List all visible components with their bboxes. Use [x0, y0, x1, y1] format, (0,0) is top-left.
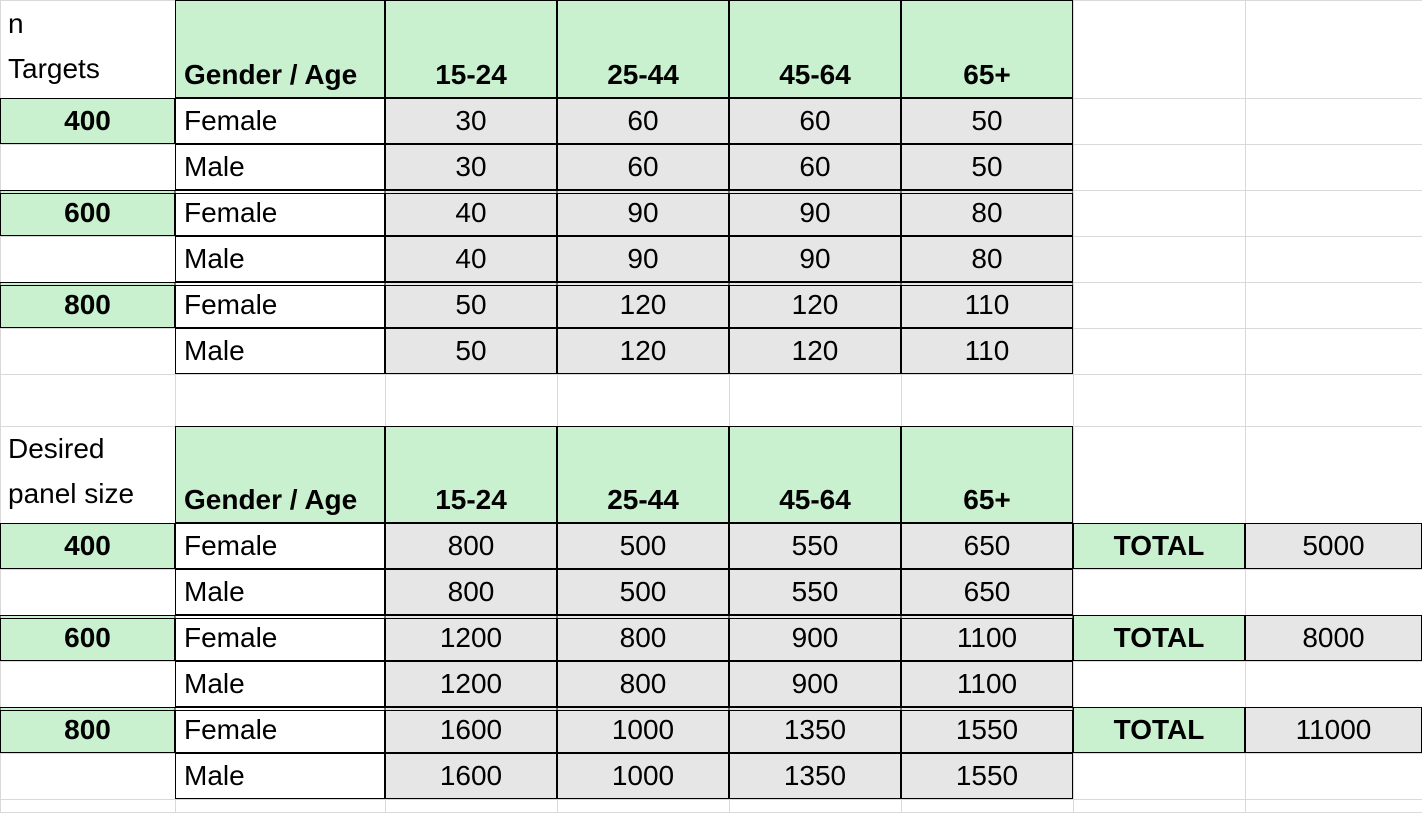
table1-header-age-15-24[interactable]: 15-24: [385, 0, 557, 98]
table1-n-target[interactable]: 400: [0, 98, 175, 144]
table1-value-cell[interactable]: 120: [557, 328, 729, 374]
table1-value-cell[interactable]: 50: [385, 328, 557, 374]
gridline-horizontal: [0, 374, 1422, 375]
table2-value-cell[interactable]: 800: [385, 523, 557, 569]
table1-gender-label[interactable]: Male: [175, 236, 385, 282]
table1-gender-label[interactable]: Female: [175, 282, 385, 328]
table1-value-cell[interactable]: 90: [729, 190, 901, 236]
table1-value-cell[interactable]: 60: [729, 98, 901, 144]
table2-gender-label[interactable]: Female: [175, 615, 385, 661]
table2-value-cell[interactable]: 1200: [385, 661, 557, 707]
table2-gender-label[interactable]: Female: [175, 523, 385, 569]
table2-value-cell[interactable]: 500: [557, 569, 729, 615]
table1-value-cell[interactable]: 110: [901, 328, 1073, 374]
table2-header-gender-age[interactable]: Gender / Age: [175, 426, 385, 523]
table2-value-cell[interactable]: 650: [901, 569, 1073, 615]
table1-gender-label[interactable]: Male: [175, 144, 385, 190]
table1-value-cell[interactable]: 90: [557, 190, 729, 236]
table1-gender-label[interactable]: Male: [175, 328, 385, 374]
table1-value-cell[interactable]: 120: [729, 282, 901, 328]
gridline-horizontal: [0, 799, 1422, 800]
gridline-vertical: [1245, 0, 1246, 812]
table2-value-cell[interactable]: 800: [557, 661, 729, 707]
table2-value-cell[interactable]: 1600: [385, 753, 557, 799]
table2-value-cell[interactable]: 1200: [385, 615, 557, 661]
table2-gender-label[interactable]: Female: [175, 707, 385, 753]
table1-header-gender-age[interactable]: Gender / Age: [175, 0, 385, 98]
table1-value-cell[interactable]: 120: [557, 282, 729, 328]
table1-value-cell[interactable]: 90: [557, 236, 729, 282]
table1-value-cell[interactable]: 30: [385, 98, 557, 144]
table2-n-target[interactable]: 600: [0, 615, 175, 661]
table1-corner-label: n Targets: [8, 8, 100, 85]
table1-value-cell[interactable]: 80: [901, 190, 1073, 236]
table2-header-age-15-24[interactable]: 15-24: [385, 426, 557, 523]
table2-value-cell[interactable]: 1550: [901, 707, 1073, 753]
table2-value-cell[interactable]: 550: [729, 569, 901, 615]
table1-value-cell[interactable]: 60: [557, 98, 729, 144]
table1-value-cell[interactable]: 110: [901, 282, 1073, 328]
table2-value-cell[interactable]: 1000: [557, 707, 729, 753]
table1-header-age-65+[interactable]: 65+: [901, 0, 1073, 98]
table1-value-cell[interactable]: 50: [901, 144, 1073, 190]
table2-n-target[interactable]: 400: [0, 523, 175, 569]
table2-value-cell[interactable]: 1550: [901, 753, 1073, 799]
gridline-vertical: [1073, 0, 1074, 812]
table2-header-age-65+[interactable]: 65+: [901, 426, 1073, 523]
table1-gender-label[interactable]: Female: [175, 190, 385, 236]
table1-value-cell[interactable]: 90: [729, 236, 901, 282]
table1-value-cell[interactable]: 120: [729, 328, 901, 374]
table2-total-label[interactable]: TOTAL: [1073, 615, 1245, 661]
table1-value-cell[interactable]: 40: [385, 236, 557, 282]
table2-value-cell[interactable]: 550: [729, 523, 901, 569]
table1-value-cell[interactable]: 30: [385, 144, 557, 190]
table2-gender-label[interactable]: Male: [175, 569, 385, 615]
table1-value-cell[interactable]: 40: [385, 190, 557, 236]
table2-value-cell[interactable]: 1350: [729, 753, 901, 799]
table2-gender-label[interactable]: Male: [175, 753, 385, 799]
table1-value-cell[interactable]: 60: [729, 144, 901, 190]
table2-total-value[interactable]: 8000: [1245, 615, 1422, 661]
table1-value-cell[interactable]: 50: [385, 282, 557, 328]
table1-value-cell[interactable]: 80: [901, 236, 1073, 282]
table1-header-age-45-64[interactable]: 45-64: [729, 0, 901, 98]
table1-gender-label[interactable]: Female: [175, 98, 385, 144]
table2-value-cell[interactable]: 900: [729, 615, 901, 661]
table1-header-age-25-44[interactable]: 25-44: [557, 0, 729, 98]
table2-value-cell[interactable]: 800: [385, 569, 557, 615]
table2-total-value[interactable]: 11000: [1245, 707, 1422, 753]
table1-n-target[interactable]: 800: [0, 282, 175, 328]
table2-value-cell[interactable]: 500: [557, 523, 729, 569]
table2-value-cell[interactable]: 900: [729, 661, 901, 707]
table2-value-cell[interactable]: 1100: [901, 615, 1073, 661]
table2-header-age-25-44[interactable]: 25-44: [557, 426, 729, 523]
table1-value-cell[interactable]: 50: [901, 98, 1073, 144]
table2-value-cell[interactable]: 650: [901, 523, 1073, 569]
table2-n-target[interactable]: 800: [0, 707, 175, 753]
table2-total-label[interactable]: TOTAL: [1073, 707, 1245, 753]
table2-value-cell[interactable]: 1100: [901, 661, 1073, 707]
table1-n-target[interactable]: 600: [0, 190, 175, 236]
table2-corner-label: Desired panel size: [8, 433, 135, 510]
table2-value-cell[interactable]: 1350: [729, 707, 901, 753]
table2-value-cell[interactable]: 800: [557, 615, 729, 661]
table1-value-cell[interactable]: 60: [557, 144, 729, 190]
table2-total-label[interactable]: TOTAL: [1073, 523, 1245, 569]
table2-total-value[interactable]: 5000: [1245, 523, 1422, 569]
table2-header-age-45-64[interactable]: 45-64: [729, 426, 901, 523]
table2-value-cell[interactable]: 1600: [385, 707, 557, 753]
table2-gender-label[interactable]: Male: [175, 661, 385, 707]
table2-value-cell[interactable]: 1000: [557, 753, 729, 799]
